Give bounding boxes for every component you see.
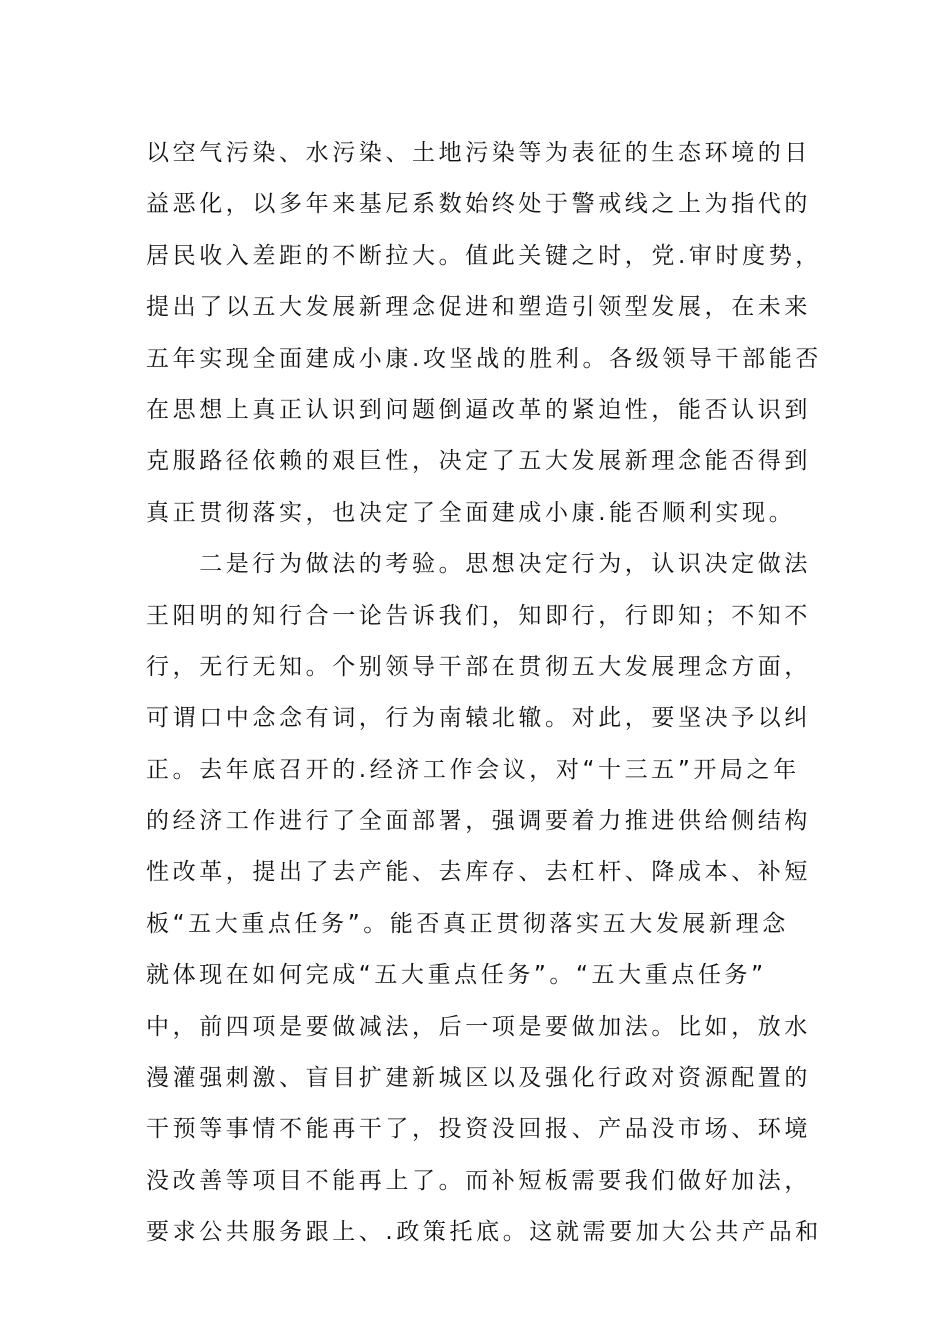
text-line-14: 的经济工作进行了全面部署，强调要着力推进供给侧结构 xyxy=(146,808,811,835)
text-line-11: 行，无行无知。个别领导干部在贯彻五大发展理念方面， xyxy=(146,653,811,680)
text-line-22: 要求公共服务跟上、.政策托底。这就需要加大公共产品和 xyxy=(146,1219,822,1246)
text-line-5: 五年实现全面建成小康.攻坚战的胜利。各级领导干部能否 xyxy=(146,345,822,372)
text-line-15: 性改革，提出了去产能、去库存、去杠杆、降成本、补短 xyxy=(146,859,811,886)
text-line-7: 克服路径依赖的艰巨性，决定了五大发展新理念能否得到 xyxy=(146,448,811,475)
text-line-1: 以空气污染、水污染、土地污染等为表征的生态环境的日 xyxy=(146,140,811,166)
body-text xyxy=(146,128,822,1259)
text-line-3: 居民收入差距的不断拉大。值此关键之时，党.审时度势， xyxy=(146,242,822,269)
text-line-20: 干预等事情不能再干了，投资没回报、产品没市场、环境 xyxy=(146,1116,811,1143)
text-line-18: 中，前四项是要做减法，后一项是要做加法。比如，放水 xyxy=(146,1013,811,1040)
text-line-9: 二是行为做法的考验。思想决定行为，认识决定做法 xyxy=(146,551,811,578)
text-line-21: 没改善等项目不能再上了。而补短板需要我们做好加法， xyxy=(146,1167,811,1194)
text-line-6: 在思想上真正认识到问题倒逼改革的紧迫性，能否认识到 xyxy=(146,396,811,423)
text-line-16: 板“五大重点任务”。能否真正贯彻落实五大发展新理念 xyxy=(146,910,789,937)
text-line-12: 可谓口中念念有词，行为南辕北辙。对此，要坚决予以纠 xyxy=(146,705,811,732)
text-line-10: 王阳明的知行合一论告诉我们，知即行，行即知；不知不 xyxy=(146,602,811,629)
text-line-17: 就体现在如何完成“五大重点任务”。“五大重点任务” xyxy=(146,962,767,989)
text-line-13: 正。去年底召开的.经济工作会议，对“十三五”开局之年 xyxy=(146,756,800,783)
text-line-19: 漫灌强刺激、盲目扩建新城区以及强化行政对资源配置的 xyxy=(146,1065,811,1092)
text-line-2: 益恶化，以多年来基尼系数始终处于警戒线之上为指代的 xyxy=(146,191,811,218)
text-line-8: 真正贯彻落实，也决定了全面建成小康.能否顺利实现。 xyxy=(146,499,796,526)
text-line-4: 提出了以五大发展新理念促进和塑造引领型发展，在未来 xyxy=(146,294,811,321)
